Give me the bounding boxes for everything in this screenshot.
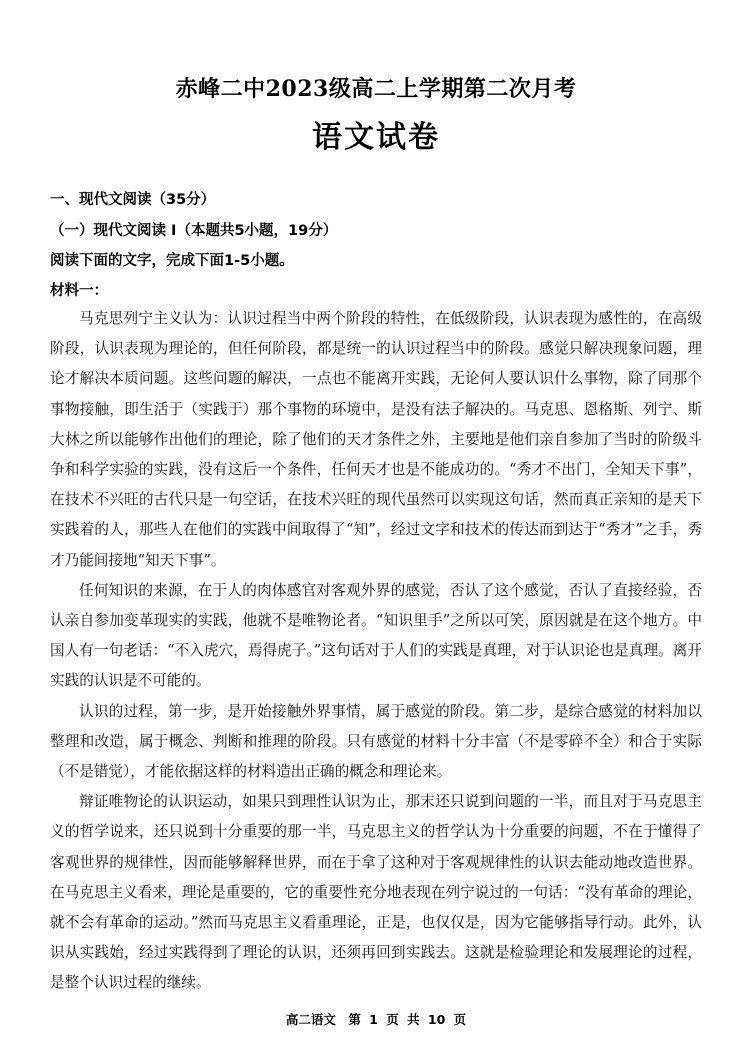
subject-title: 语文试卷 [312, 120, 440, 155]
paragraph: 马克思列宁主义认为：认识过程当中两个阶段的特性，在低级阶段，认识表现为感性的，在高级阶段，认识表现为理论的，但任何阶段，都是统一的认识过程当中的阶段。感觉只解决现象问题，理论才解决本质问题。这些问题的解决，一点也不能离开实践，无论何人要认识什么事物，除了同那个事物接触，即生活于（实践于）那个事物的环境中，是没有法子解决的。马克思、恩格斯、列宁、斯大林之所以能够作出他们的理论，除了他们的天才条件之外，主要地是他们亲自参加了当时的阶级斗争和科学实验的实践，没有这后一个条件，任何天才也是不能成功的。“秀才不出门，全知天下事”，在技术不兴旺的古代只是一句空话，在技术兴旺的现代虽然可以实现这句话，然而真正亲知的是天下实践着的人，那些人在他们的实践中间取得了“知”，经过文字和技术的传达而到达于“秀才”之手，秀才乃能间接地“知天下事”。 [50, 310, 702, 569]
material-one-text [50, 304, 702, 999]
subsection-heading-reading-one: （一）现代文阅读 I（本题共5小题，19分） [50, 223, 338, 239]
reading-instruction: 阅读下面的文字，完成下面1-5小题。 [50, 253, 294, 269]
material-label: 材料一： [50, 283, 108, 299]
paragraph: 任何知识的来源，在于人的肉体感官对客观外界的感觉，否认了这个感觉，否认了直接经验，否认亲自参加变革现实的实践，他就不是唯物论者。“知识里手”之所以可笑，原因就是在这个地方。中国人有一句老话：“不入虎穴，焉得虎子。”这句话对于人们的实践是真理，对于认识论也是真理。离开实践的认识是不可能的。 [50, 581, 702, 690]
paragraph: 认识的过程，第一步，是开始接触外界事情，属于感觉的阶段。第二步，是综合感觉的材料加以整理和改造，属于概念、判断和推理的阶段。只有感觉的材料十分丰富（不是零碎不全）和合于实际（不是错觉），才能依据这样的材料造出正确的概念和理论来。 [50, 702, 702, 781]
paragraph: 辩证唯物论的认识运动，如果只到理性认识为止，那末还只说到问题的一半，而且对于马克思主义的哲学说来，还只说到十分重要的那一半，马克思主义的哲学认为十分重要的问题，不在于懂得了客观世界的规律性，因而能够解释世界，而在于拿了这种对于客观规律性的认识去能动地改造世界。在马克思主义看来，理论是重要的，它的重要性充分地表现在列宁说过的一句话：“没有革命的理论，就不会有革命的运动。”然而马克思主义看重理论，正是，也仅仅是，因为它能够指导行动。此外，认识从实践始，经过实践得到了理论的认识，还须再回到实践去。这就是检验理论和发展理论的过程，是整个认识过程的继续。 [50, 793, 702, 992]
page-footer: 高二语文 第 1 页 共 10 页 [285, 1012, 467, 1027]
section-heading-modern-reading: 一、现代文阅读（35分） [50, 192, 216, 208]
school-exam-title: 赤峰二中2023级高二上学期第二次月考 [175, 76, 577, 102]
